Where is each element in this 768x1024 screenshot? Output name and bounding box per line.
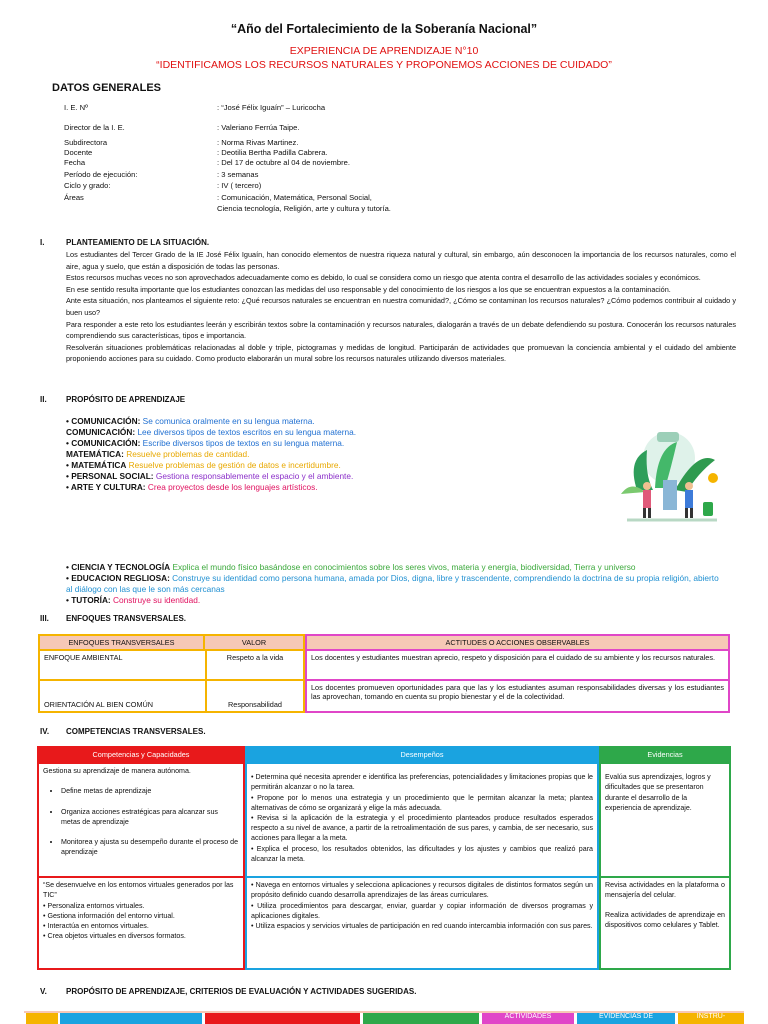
general-label: Subdirectora bbox=[64, 138, 108, 147]
purpose-competence: Escribe diversos tipos de textos en su lengua materna. bbox=[140, 438, 345, 448]
bar-header: EVIDENCIAS DE bbox=[577, 1013, 675, 1024]
environment-illustration bbox=[617, 420, 727, 536]
general-value: : “José Félix Iguaín” – Luricocha bbox=[217, 103, 326, 112]
general-value: : 3 semanas bbox=[217, 170, 259, 179]
section-title: ENFOQUES TRANSVERSALES. bbox=[66, 614, 187, 623]
evidence-item: Revisa actividades en la plataforma o mensajería del celular. bbox=[605, 881, 725, 900]
section-number: V. bbox=[40, 987, 47, 996]
general-label: Fecha bbox=[64, 158, 86, 167]
capacity-text: Personaliza entornos virtuales. bbox=[47, 901, 145, 910]
bar-header: INSTRU- bbox=[678, 1013, 744, 1024]
general-label: Período de ejecución: bbox=[64, 170, 138, 179]
performance-item: • Determina qué necesita aprender e identifica las preferencias, potencialidades y limitaciones propias que le permitirán alcanzar o no la tarea. bbox=[251, 773, 593, 792]
capacity-item: • Crea objetos virtuales en diversos formatos. bbox=[43, 932, 186, 941]
general-label: I. E. Nº bbox=[64, 103, 88, 112]
experience-number: EXPERIENCIA DE APRENDIZAJE N°10 bbox=[289, 45, 479, 57]
purpose-area: • COMUNICACIÓN: bbox=[66, 438, 141, 448]
section-heading bbox=[0, 395, 768, 406]
general-data-heading: DATOS GENERALES bbox=[52, 82, 161, 94]
general-value: : Norma Rivas Martinez. bbox=[217, 138, 299, 147]
bar-header: ACTIVIDADES bbox=[482, 1013, 574, 1024]
experience-title: “IDENTIFICAMOS LOS RECURSOS NATURALES Y PROPONEMOS ACCIONES DE CUIDADO” bbox=[156, 59, 612, 71]
purpose-area: COMUNICACIÓN: bbox=[66, 427, 136, 437]
purpose-item bbox=[66, 595, 726, 606]
year-title: “Año del Fortalecimiento de la Soberanía Nacional” bbox=[230, 22, 538, 36]
performance-item: • Utiliza procedimientos para descargar, enviar, guardar y copiar información de diversos programas y aplicaciones digitales. bbox=[251, 901, 593, 920]
table-header-row bbox=[37, 746, 731, 764]
purpose-competence: Lee diversos tipos de textos escritos en su lengua materna. bbox=[135, 427, 357, 437]
purpose-area: • MATEMÁTICA bbox=[66, 460, 127, 470]
general-value: : Comunicación, Matemática, Personal Social, bbox=[217, 193, 372, 202]
transversal-approaches-table bbox=[38, 634, 730, 713]
performance-item: • Utiliza espacios y servicios virtuales de participación en red cuando intercambia información con sus pares. bbox=[251, 922, 593, 931]
evidence-item: Realiza actividades de aprendizaje en dispositivos como celulares y Tablet. bbox=[605, 910, 725, 929]
paragraph: Resolverán situaciones problemáticas relacionadas al doble y triple, pictogramas y medidas de longitud. Participarán de actividades que promuevan la conciencia ambiental y el cuidado del ambiente proponiendo acciones para su cuidado. Como producto elaborarán un mural sobre los recursos naturales utilizando diversos materiales. bbox=[66, 342, 736, 364]
purpose-competence: Se comunica oralmente en su lengua materna. bbox=[140, 416, 315, 426]
section-number: I. bbox=[40, 238, 45, 247]
purpose-competence: Resuelve problemas de gestión de datos e incertidumbre. bbox=[126, 460, 341, 470]
performance-item: • Revisa si la aplicación de la estrategia y el procedimiento planteados produce resultados esperados respecto a su nivel de avance, a partir de la retroalimentación de sus pares, y cambia, de ser necesario, sus acciones para llegar a la meta. bbox=[251, 814, 593, 843]
situation-text bbox=[66, 249, 736, 365]
section-number: IV. bbox=[40, 727, 50, 736]
purpose-competence: Construye su identidad. bbox=[110, 595, 201, 605]
section-title: PROPÓSITO DE APRENDIZAJE, CRITERIOS DE EVALUACIÓN Y ACTIVIDADES SUGERIDAS. bbox=[66, 987, 417, 996]
general-value: : Del 17 de octubre al 04 de noviembre. bbox=[217, 158, 350, 167]
paragraph: Ante esta situación, nos planteamos el siguiente reto: ¿Qué recursos naturales se encuentran en nuestra comunidad?, ¿Cómo se contaminan los recursos naturales? ¿Cómo podemos contribuir al cuidado y buen uso? bbox=[66, 296, 736, 317]
purpose-area: MATEMÁTICA: bbox=[66, 449, 124, 459]
table-header-row bbox=[38, 634, 730, 651]
evidence-cell: Evalúa sus aprendizajes, logros y dificultades que se presentaron durante el desarrollo de la experiencia de aprendizaje. bbox=[599, 764, 731, 878]
transversal-competencies-table bbox=[37, 746, 731, 970]
header-cell: Evidencias bbox=[599, 746, 731, 764]
capacity-item: • Organiza acciones estratégicas para alcanzar sus metas de aprendizaje bbox=[61, 807, 239, 827]
general-row bbox=[0, 204, 768, 214]
general-label: Áreas bbox=[64, 193, 84, 202]
competence-title: Gestiona su aprendizaje de manera autónoma. bbox=[43, 767, 191, 776]
performance-cell bbox=[245, 764, 599, 878]
capacity-list bbox=[43, 786, 239, 857]
paragraph: Estos recursos muchas veces no son aprovechados adecuadamente como es debido, lo cual se considera como un riesgo que atenta contra el desarrollo de las actividades sociales y económicos. bbox=[66, 273, 701, 283]
bar-cell bbox=[363, 1013, 479, 1024]
bar-cell bbox=[26, 1013, 58, 1024]
capacity-item: • Monitorea y ajusta su desempeño durante el proceso de aprendizaje bbox=[61, 837, 239, 857]
capacity-item: • Gestiona información del entorno virtual. bbox=[43, 911, 175, 920]
general-row bbox=[0, 123, 768, 133]
enfoque-cell: ENFOQUE AMBIENTAL bbox=[38, 651, 205, 681]
general-value: : IV ( tercero) bbox=[217, 181, 262, 190]
performance-item: • Navega en entornos virtuales y selecciona aplicaciones y recursos digitales de distintos formatos según un propósito definido cuando desarrolla aprendizajes de las áreas curriculares. bbox=[251, 881, 593, 900]
capacity-item: • Define metas de aprendizaje bbox=[61, 786, 239, 796]
purpose-list-2 bbox=[66, 562, 726, 606]
purpose-competence: Crea proyectos desde los lenguajes artísticos. bbox=[145, 482, 318, 492]
bar-cell bbox=[205, 1013, 360, 1024]
purpose-competence: Explica el mundo físico basándose en conocimientos sobre los seres vivos, materia y energía, biodiversidad, Tierra y universo bbox=[170, 562, 636, 572]
purpose-item bbox=[66, 573, 726, 595]
purpose-item bbox=[66, 562, 726, 573]
header-cell: Desempeños bbox=[245, 746, 599, 764]
general-label: Ciclo y grado: bbox=[64, 181, 111, 190]
paragraph: En ese sentido resulta importante que los estudiantes conozcan las medidas del uso responsable y del conocimiento de los riesgos a los que se encuentran expuestos a la contaminación. bbox=[66, 284, 671, 294]
purpose-area: • PERSONAL SOCIAL: bbox=[66, 471, 154, 481]
section-title: COMPETENCIAS TRANSVERSALES. bbox=[66, 727, 206, 736]
valor-cell: Respeto a la vida bbox=[205, 651, 305, 681]
purpose-area: • ARTE Y CULTURA: bbox=[66, 482, 146, 492]
purpose-competence: Gestiona responsablemente el espacio y el ambiente. bbox=[153, 471, 354, 481]
evidence-cell bbox=[599, 878, 731, 970]
purpose-competence: Construye su identidad como persona humana, amada por Dios, digna, libre y trascendente, comprendiendo la doctrina de su propia religión, abierto al diálogo con las que le son más cercanas bbox=[66, 573, 719, 594]
header-cell: Competencias y Capacidades bbox=[37, 746, 245, 764]
general-row bbox=[0, 103, 768, 113]
capacity-text: Crea objetos virtuales en diversos formatos. bbox=[47, 932, 186, 941]
purpose-competence: Resuelve problemas de cantidad. bbox=[123, 449, 250, 459]
paragraph: Los estudiantes del Tercer Grado de la IE José Félix Iguaín, han conocido elementos de nuestra riqueza natural y cultural, sin embargo, aún desconocen la importancia de los recursos naturales, como el aire, agua y suelo, que están a disposición de todas las personas. bbox=[66, 250, 736, 271]
purpose-area: • COMUNICACIÓN: bbox=[66, 416, 141, 426]
table-row bbox=[38, 681, 730, 713]
general-label: Director de la I. E. bbox=[64, 123, 125, 132]
valor-cell: Responsabilidad bbox=[205, 681, 305, 713]
competence-cell bbox=[37, 878, 245, 970]
section-title: PROPÓSITO DE APRENDIZAJE bbox=[66, 395, 186, 404]
general-row bbox=[0, 170, 768, 180]
section-title: PLANTEAMIENTO DE LA SITUACIÓN. bbox=[66, 238, 210, 247]
section-heading bbox=[0, 238, 768, 249]
section-number: II. bbox=[40, 395, 47, 404]
general-value: : Valeriano Ferrúa Taipe. bbox=[217, 123, 300, 132]
enfoque-cell: ORIENTACIÓN AL BIEN COMÚN bbox=[38, 681, 205, 713]
purpose-area: • CIENCIA Y TECNOLOGÍA bbox=[66, 562, 171, 572]
competence-cell bbox=[37, 764, 245, 878]
section-heading bbox=[0, 727, 768, 738]
capacity-item: • Personaliza entornos virtuales. bbox=[43, 901, 145, 910]
table-row bbox=[37, 878, 731, 970]
competence-title: “Se desenvuelve en los entornos virtuales generados por las TIC” bbox=[43, 881, 234, 900]
performance-item: • Explica el proceso, los resultados obtenidos, las dificultades y los ajustes y cambios que realizó para alcanzar la meta. bbox=[251, 844, 593, 863]
capacity-text: Gestiona información del entorno virtual. bbox=[47, 911, 175, 920]
purpose-area: • EDUCACION REGLIOSA: bbox=[66, 573, 170, 583]
header-cell: ACTITUDES O ACCIONES OBSERVABLES bbox=[305, 634, 730, 651]
general-row bbox=[0, 193, 768, 203]
general-row bbox=[0, 181, 768, 191]
general-value: : Deotilia Bertha Padilla Cabrera. bbox=[217, 148, 328, 157]
bar-cell bbox=[60, 1013, 202, 1024]
header-cell: ENFOQUES TRANSVERSALES bbox=[38, 634, 205, 651]
capacity-text: Interactúa en entornos virtuales. bbox=[47, 922, 149, 931]
table-row bbox=[37, 764, 731, 878]
performance-item: • Propone por lo menos una estrategia y un procedimiento que le permitan alcanzar la meta; plantea alternativas de cómo se organizará y elige la más adecuada. bbox=[251, 793, 593, 812]
purpose-area: • TUTORÍA: bbox=[66, 595, 111, 605]
actitud-cell: Los docentes promueven oportunidades para que las y los estudiantes asuman responsabilidades diversas y los estudiantes las aprovechan, tomando en cuenta su propio bienestar y el de la colectividad. bbox=[305, 681, 730, 713]
general-label: Docente bbox=[64, 148, 93, 157]
actitud-cell: Los docentes y estudiantes muestran aprecio, respeto y disposición para el cuidado de su ambiente y los recursos naturales. bbox=[305, 651, 730, 681]
header-cell: VALOR bbox=[205, 634, 305, 651]
section-heading bbox=[0, 614, 768, 625]
performance-cell bbox=[245, 878, 599, 970]
general-row bbox=[0, 138, 768, 148]
general-row bbox=[0, 158, 768, 168]
table-row bbox=[38, 651, 730, 681]
capacity-item: • Interactúa en entornos virtuales. bbox=[43, 922, 149, 931]
section-number: III. bbox=[40, 614, 49, 623]
section-heading bbox=[0, 987, 768, 998]
paragraph: Para responder a este reto los estudiantes leerán y escribirán textos sobre la contaminación y recursos naturales, dialogarán a través de un debate defendiendo su postura. Conocerán los recursos naturales comprendiendo sus características, tipos e importancia. bbox=[66, 319, 736, 341]
general-value: Ciencia tecnología, Religión, arte y cultura y tutoría. bbox=[217, 204, 391, 213]
general-row bbox=[0, 148, 768, 158]
